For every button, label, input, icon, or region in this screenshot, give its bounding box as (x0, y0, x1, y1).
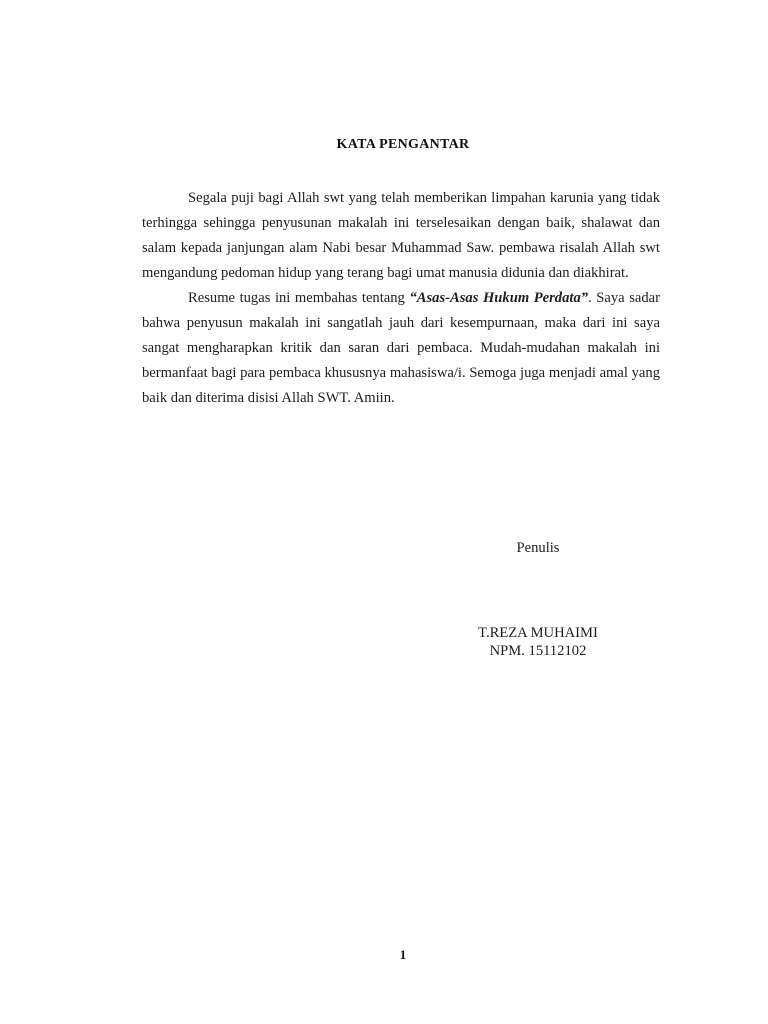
paragraph-resume-rest: . Saya sadar bahwa penyusun makalah ini sangatlah jauh dari kesempurnaan, maka dari ini saya sangat mengharapkan kritik dan saran dari pembaca. Mudah-mudahan makalah ini bermanfaat bagi para pembaca khususnya mahasiswa/i. Semoga juga menjadi amal yang baik dan diterima disisi Allah SWT. Amiin. (142, 290, 661, 406)
signature-block (450, 624, 626, 660)
paragraph-intro-text: Segala puji bagi Allah swt yang telah memberikan limpahan karunia yang tidak terhingga sehingga penyusunan makalah ini terselesaikan dengan baik, shalawat dan salam kepada janjungan alam Nabi besar Muhammad Saw. pembawa risalah Allah swt mengandung pedoman hidup yang terang bagi umat manusia didunia dan diakhirat. (142, 190, 660, 281)
paragraph-resume-lead: Resume tugas ini membahas tentang (188, 290, 410, 306)
page-number: 1 (399, 947, 407, 962)
paragraph-resume (142, 286, 660, 411)
signature-role: Penulis (516, 540, 560, 556)
paragraph-resume-topic: “Asas-Asas Hukum Perdata” (409, 290, 589, 306)
body-text (142, 186, 660, 411)
page-title: KATA PENGANTAR (336, 137, 470, 152)
paragraph-intro (142, 186, 660, 286)
author-npm: NPM. 15112102 (489, 643, 587, 659)
author-name: T.REZA MUHAIMI (478, 625, 598, 641)
